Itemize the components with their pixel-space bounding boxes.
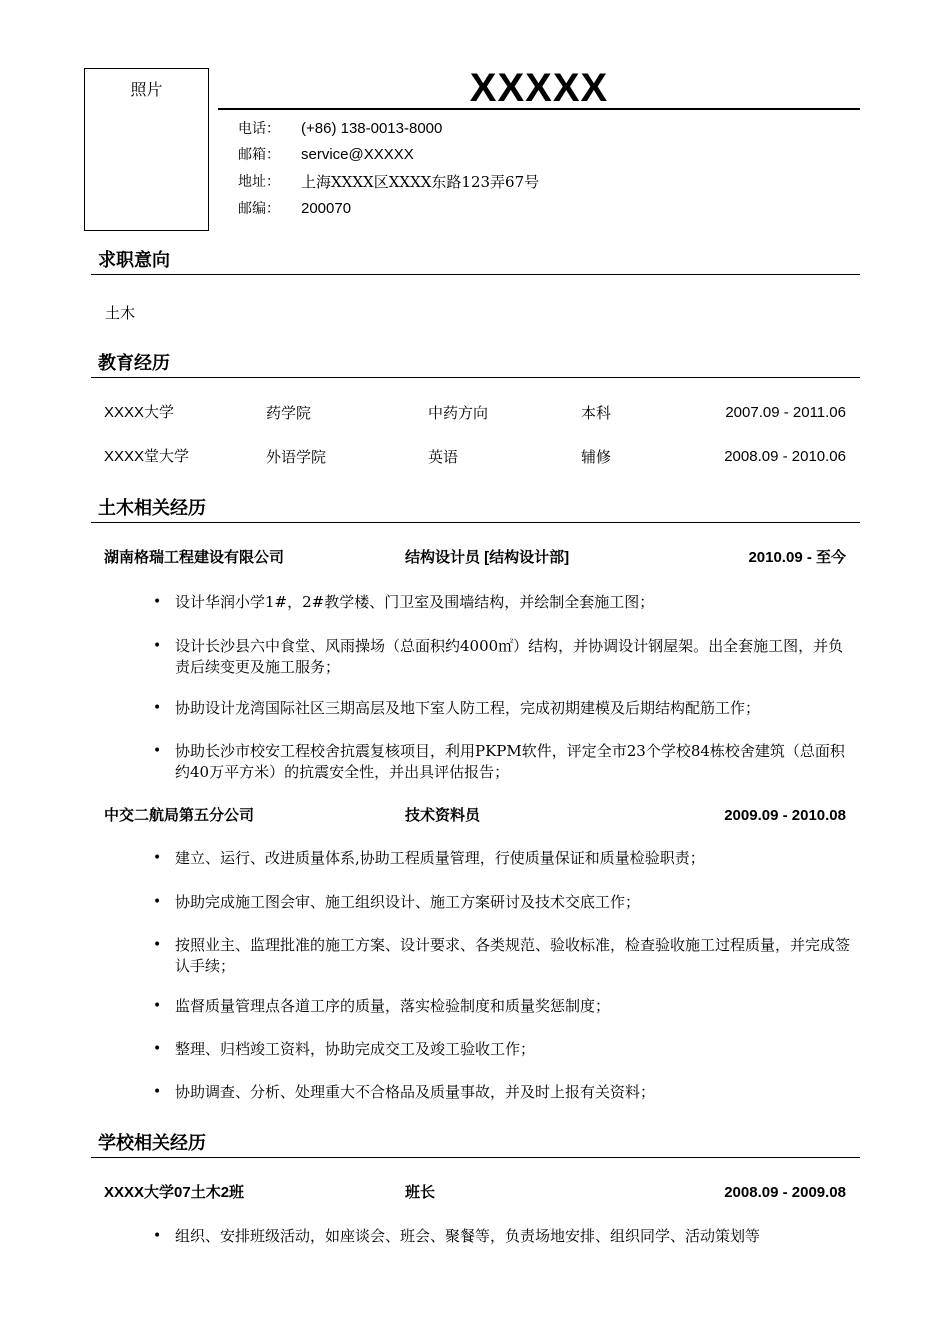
job-bullet bbox=[153, 1226, 855, 1247]
bullet-icon: • bbox=[153, 594, 162, 610]
objective-text: 土木 bbox=[105, 304, 136, 322]
edu-school: XXXX堂大学 bbox=[104, 448, 190, 465]
edu-degree: 本科 bbox=[581, 404, 612, 422]
bullet-text: 协助设计龙湾国际社区三期高层及地下室人防工程，完成初期建模及后期结构配筋工作； bbox=[175, 699, 761, 717]
bullet-text: 组织、安排班级活动，如座谈会、班会、聚餐等，负责场地安排、组织同学、活动策划等 bbox=[175, 1227, 761, 1245]
edu-period: 2008.09 - 2010.06 bbox=[724, 448, 846, 465]
job-role: 技术资料员 bbox=[405, 807, 481, 824]
job-bullet bbox=[153, 848, 855, 869]
section-divider bbox=[91, 1157, 860, 1158]
job-bullet bbox=[153, 636, 855, 678]
candidate-name: XXXXX bbox=[469, 66, 609, 110]
bullet-icon: • bbox=[153, 1084, 162, 1100]
job-period: 2009.09 - 2010.08 bbox=[724, 807, 846, 824]
photo-placeholder bbox=[84, 68, 209, 231]
edu-major: 英语 bbox=[428, 448, 459, 466]
edu-college: 药学院 bbox=[266, 404, 312, 422]
education-row bbox=[104, 402, 846, 424]
job-bullet bbox=[153, 1039, 855, 1060]
section-title-education: 教育经历 bbox=[98, 353, 170, 374]
bullet-icon: • bbox=[153, 937, 162, 953]
job-bullet bbox=[153, 741, 855, 783]
job-bullet bbox=[153, 1082, 855, 1103]
contact-value: (+86) 138-0013-8000 bbox=[301, 120, 443, 137]
contact-label: 邮编： bbox=[238, 201, 280, 217]
bullet-text: 协助长沙市校安工程校舍抗震复核项目，利用PKPM软件，评定全市23个学校84栋校舍建筑（总面积约40万平方米）的抗震安全性，并出具评估报告； bbox=[175, 742, 845, 781]
job-bullet bbox=[153, 698, 855, 719]
job-bullet bbox=[153, 592, 855, 613]
job-org: XXXX大学07土木2班 bbox=[104, 1184, 245, 1201]
section-divider bbox=[91, 377, 860, 378]
job-org: 中交二航局第五分公司 bbox=[104, 807, 255, 824]
section-title-school: 学校相关经历 bbox=[98, 1133, 206, 1154]
job-period: 2010.09 - 至今 bbox=[748, 549, 846, 566]
bullet-text: 协助调查、分析、处理重大不合格品及质量事故，并及时上报有关资料； bbox=[175, 1083, 656, 1101]
edu-major: 中药方向 bbox=[428, 404, 489, 422]
bullet-text: 设计华润小学1#，2#教学楼、门卫室及围墙结构，并绘制全套施工图； bbox=[175, 593, 655, 611]
bullet-icon: • bbox=[153, 1228, 162, 1244]
bullet-icon: • bbox=[153, 1041, 162, 1057]
bullet-icon: • bbox=[153, 638, 162, 654]
name-divider bbox=[218, 108, 860, 110]
education-row bbox=[104, 446, 846, 468]
job-header bbox=[104, 805, 846, 827]
bullet-text: 协助完成施工图会审、施工组织设计、施工方案研讨及技术交底工作； bbox=[175, 893, 641, 911]
bullet-icon: • bbox=[153, 700, 162, 716]
job-period: 2008.09 - 2009.08 bbox=[724, 1184, 846, 1201]
section-title-objective: 求职意向 bbox=[98, 250, 170, 271]
job-bullet bbox=[153, 996, 855, 1017]
section-divider bbox=[91, 522, 860, 523]
bullet-text: 监督质量管理点各道工序的质量，落实检验制度和质量奖惩制度； bbox=[175, 997, 611, 1015]
job-header bbox=[104, 1182, 846, 1204]
job-role: 班长 bbox=[405, 1184, 436, 1201]
job-header bbox=[104, 547, 846, 569]
contact-label: 邮箱： bbox=[238, 147, 280, 163]
bullet-icon: • bbox=[153, 894, 162, 910]
edu-college: 外语学院 bbox=[266, 448, 327, 466]
bullet-icon: • bbox=[153, 998, 162, 1014]
job-role: 结构设计员 [结构设计部] bbox=[405, 549, 570, 566]
photo-label: 照片 bbox=[130, 80, 163, 99]
bullet-icon: • bbox=[153, 743, 162, 759]
contact-label: 地址： bbox=[238, 174, 280, 190]
job-org: 湖南格瑞工程建设有限公司 bbox=[104, 549, 285, 566]
bullet-text: 整理、归档竣工资料，协助完成交工及竣工验收工作； bbox=[175, 1040, 536, 1058]
section-title-civil: 土木相关经历 bbox=[98, 498, 206, 519]
contact-value: 200070 bbox=[301, 200, 352, 217]
contact-value: service@XXXXX bbox=[301, 146, 414, 163]
bullet-text: 设计长沙县六中食堂、风雨操场（总面积约4000㎡）结构，并协调设计钢屋架。出全套施工图，并负责后续变更及施工服务； bbox=[175, 637, 844, 676]
edu-degree: 辅修 bbox=[581, 448, 612, 466]
bullet-text: 建立、运行、改进质量体系,协助工程质量管理，行使质量保证和质量检验职责； bbox=[175, 849, 705, 867]
section-divider bbox=[91, 274, 860, 275]
bullet-icon: • bbox=[153, 850, 162, 866]
contact-label: 电话： bbox=[238, 121, 280, 137]
edu-period: 2007.09 - 2011.06 bbox=[725, 404, 846, 421]
job-bullet bbox=[153, 892, 855, 913]
job-bullet bbox=[153, 935, 855, 977]
contact-value: 上海XXXX区XXXX东路123弄67号 bbox=[301, 173, 540, 191]
edu-school: XXXX大学 bbox=[104, 404, 175, 421]
bullet-text: 按照业主、监理批准的施工方案、设计要求、各类规范、验收标准，检查验收施工过程质量，并完成签认手续； bbox=[175, 936, 851, 975]
